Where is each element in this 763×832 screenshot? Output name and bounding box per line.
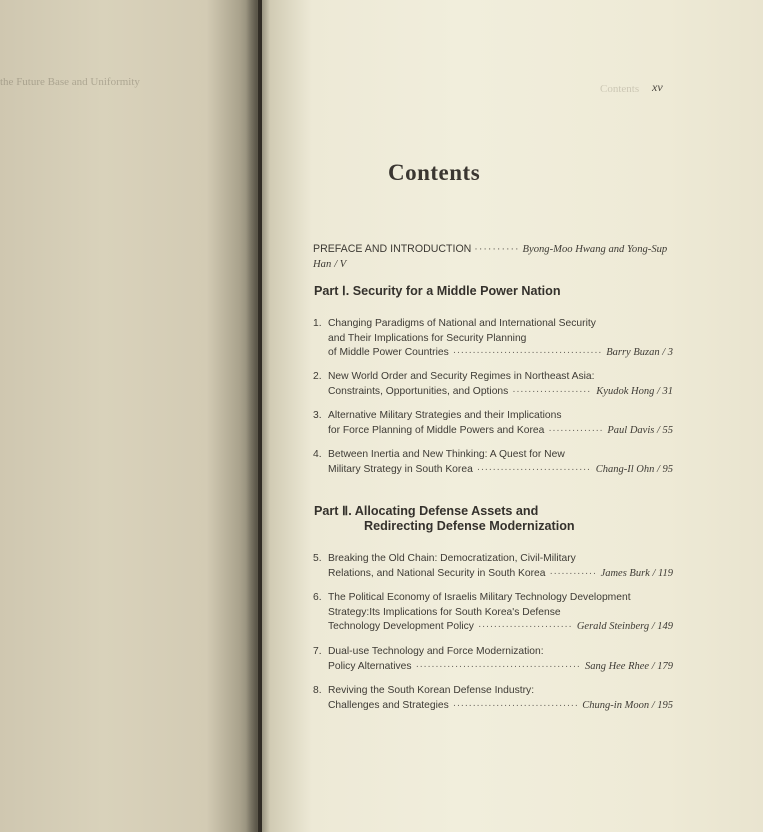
toc-item-number: 4. <box>313 449 322 460</box>
toc-item-page: 55 <box>662 424 673 436</box>
left-page <box>0 0 258 832</box>
dot-leader <box>477 463 592 478</box>
toc-item <box>313 645 673 674</box>
preface-author: Byong-Moo Hwang and Yong-Sup Han <box>313 244 668 270</box>
toc-item-page: 119 <box>658 567 673 579</box>
left-bleed-text <box>0 130 250 133</box>
toc-item-title-end: Constraints, Opportunities, and Options <box>328 385 509 397</box>
toc-item-title-line: Breaking the Old Chain: Democratization, Civil-Military <box>328 553 576 564</box>
toc-item-number: 1. <box>313 318 322 329</box>
toc-item-last-line: Military Strategy in South Korea ····· Chang-Il Ohn / 95 <box>328 463 673 478</box>
toc-item-title-line: Strategy:Its Implications for South Korea's Defense <box>328 606 561 618</box>
toc-item-author: Barry Buzan <box>606 347 660 358</box>
dot-leader <box>416 660 581 675</box>
toc-item-author: Gerald Steinberg <box>576 621 650 632</box>
toc-item <box>313 552 673 581</box>
toc-item-page: 179 <box>657 660 673 672</box>
toc-item <box>313 370 673 399</box>
toc-item <box>313 317 673 361</box>
dot-leader <box>453 346 602 361</box>
toc-item-title-line: Dual-use Technology and Force Modernization: <box>328 646 544 657</box>
toc-item-last-line: of Middle Power Countries ····· Barry Buzan / 3 <box>328 346 673 361</box>
toc-item-author: Chung-in Moon <box>582 699 650 711</box>
toc-item-last-line: Technology Development Policy ····· Gerald Steinberg / 149 <box>328 620 673 635</box>
toc-item-page: 3 <box>667 347 673 358</box>
preface-page: V <box>339 259 347 270</box>
toc-item-author: Kyudok Hong <box>596 385 655 397</box>
dot-leader <box>453 699 578 714</box>
toc-item-number: 2. <box>313 371 322 382</box>
toc-item <box>313 448 673 477</box>
toc-item-number: 8. <box>313 685 322 696</box>
left-running-head: the Future Base and Uniformity <box>0 76 140 88</box>
toc-item-page: 31 <box>662 385 673 397</box>
dot-leader <box>478 620 573 635</box>
toc-item-title-line: Changing Paradigms of National and International Security <box>328 318 596 329</box>
toc-item-last-line: Challenges and Strategies ····· Chung-in Moon / 195 <box>328 699 673 714</box>
toc-item-page: 95 <box>662 463 673 475</box>
toc-item-last-line: Relations, and National Security in South Korea ····· James Burk / 119 <box>328 567 673 582</box>
toc-item-title-line: and Their Implications for Security Planning <box>328 332 527 344</box>
toc-item-title-end: of Middle Power Countries <box>328 347 449 358</box>
part-2-heading-line2: Redirecting Defense Modernization <box>364 519 575 533</box>
toc-item-title-end: Relations, and National Security in South Korea <box>328 567 546 579</box>
toc-item-page: 195 <box>657 699 673 711</box>
toc-item-author: James Burk <box>600 567 650 579</box>
toc-item <box>313 409 673 438</box>
dot-leader <box>512 385 592 400</box>
page-title: Contents <box>388 160 481 185</box>
toc-item-title-end: for Force Planning of Middle Powers and Korea <box>328 424 545 436</box>
toc-item-last-line: Policy Alternatives ····· Sang Hee Rhee / 179 <box>328 660 673 675</box>
part-1-heading: Part Ⅰ. Security for a Middle Power Nation <box>314 284 561 298</box>
part-2-heading: Part Ⅱ. Allocating Defense Assets and <box>314 504 539 518</box>
right-running-head: Contents <box>600 83 640 95</box>
toc-item-number: 7. <box>313 646 322 657</box>
toc-item-title-line: New World Order and Security Regimes in Northeast Asia: <box>328 371 595 382</box>
toc-item-title-line: Reviving the South Korean Defense Industry: <box>328 685 535 696</box>
toc-item-title-end: Challenges and Strategies <box>328 699 449 711</box>
toc-item-title-line: Alternative Military Strategies and their Implications <box>328 410 562 421</box>
toc-item-number: 6. <box>313 592 322 603</box>
toc-item-title-end: Policy Alternatives <box>328 660 412 672</box>
page-number: xv <box>652 80 663 94</box>
toc-item-author: Chang-Il Ohn <box>595 463 655 475</box>
preface-label: PREFACE AND INTRODUCTION <box>313 243 472 255</box>
toc-item-author: Sang Hee Rhee <box>584 660 650 672</box>
toc-item-author: Paul Davis <box>607 424 655 436</box>
preface-entry: PREFACE AND INTRODUCTION ·········· Byong-Moo Hwang and Yong-Sup Han / V <box>313 243 668 270</box>
toc-item-title-line: The Political Economy of Israelis Military Technology Development <box>328 592 631 603</box>
toc-item-last-line: Constraints, Opportunities, and Options ····· Kyudok Hong / 31 <box>328 385 673 400</box>
toc-item-last-line: for Force Planning of Middle Powers and Korea ····· Paul Davis / 55 <box>328 424 673 439</box>
gutter-shadow <box>246 0 270 832</box>
toc-item-title-end: Military Strategy in South Korea <box>328 463 473 475</box>
toc-item-page: 149 <box>657 621 673 632</box>
dot-leader <box>550 567 597 582</box>
toc-item-title-end: Technology Development Policy <box>328 621 474 632</box>
toc-item <box>313 591 673 635</box>
toc-item-title-line: Between Inertia and New Thinking: A Quest for New <box>328 449 565 460</box>
toc-item-number: 3. <box>313 410 322 421</box>
toc-item-number: 5. <box>313 553 322 564</box>
toc-item <box>313 684 673 713</box>
dot-leader <box>548 424 603 439</box>
